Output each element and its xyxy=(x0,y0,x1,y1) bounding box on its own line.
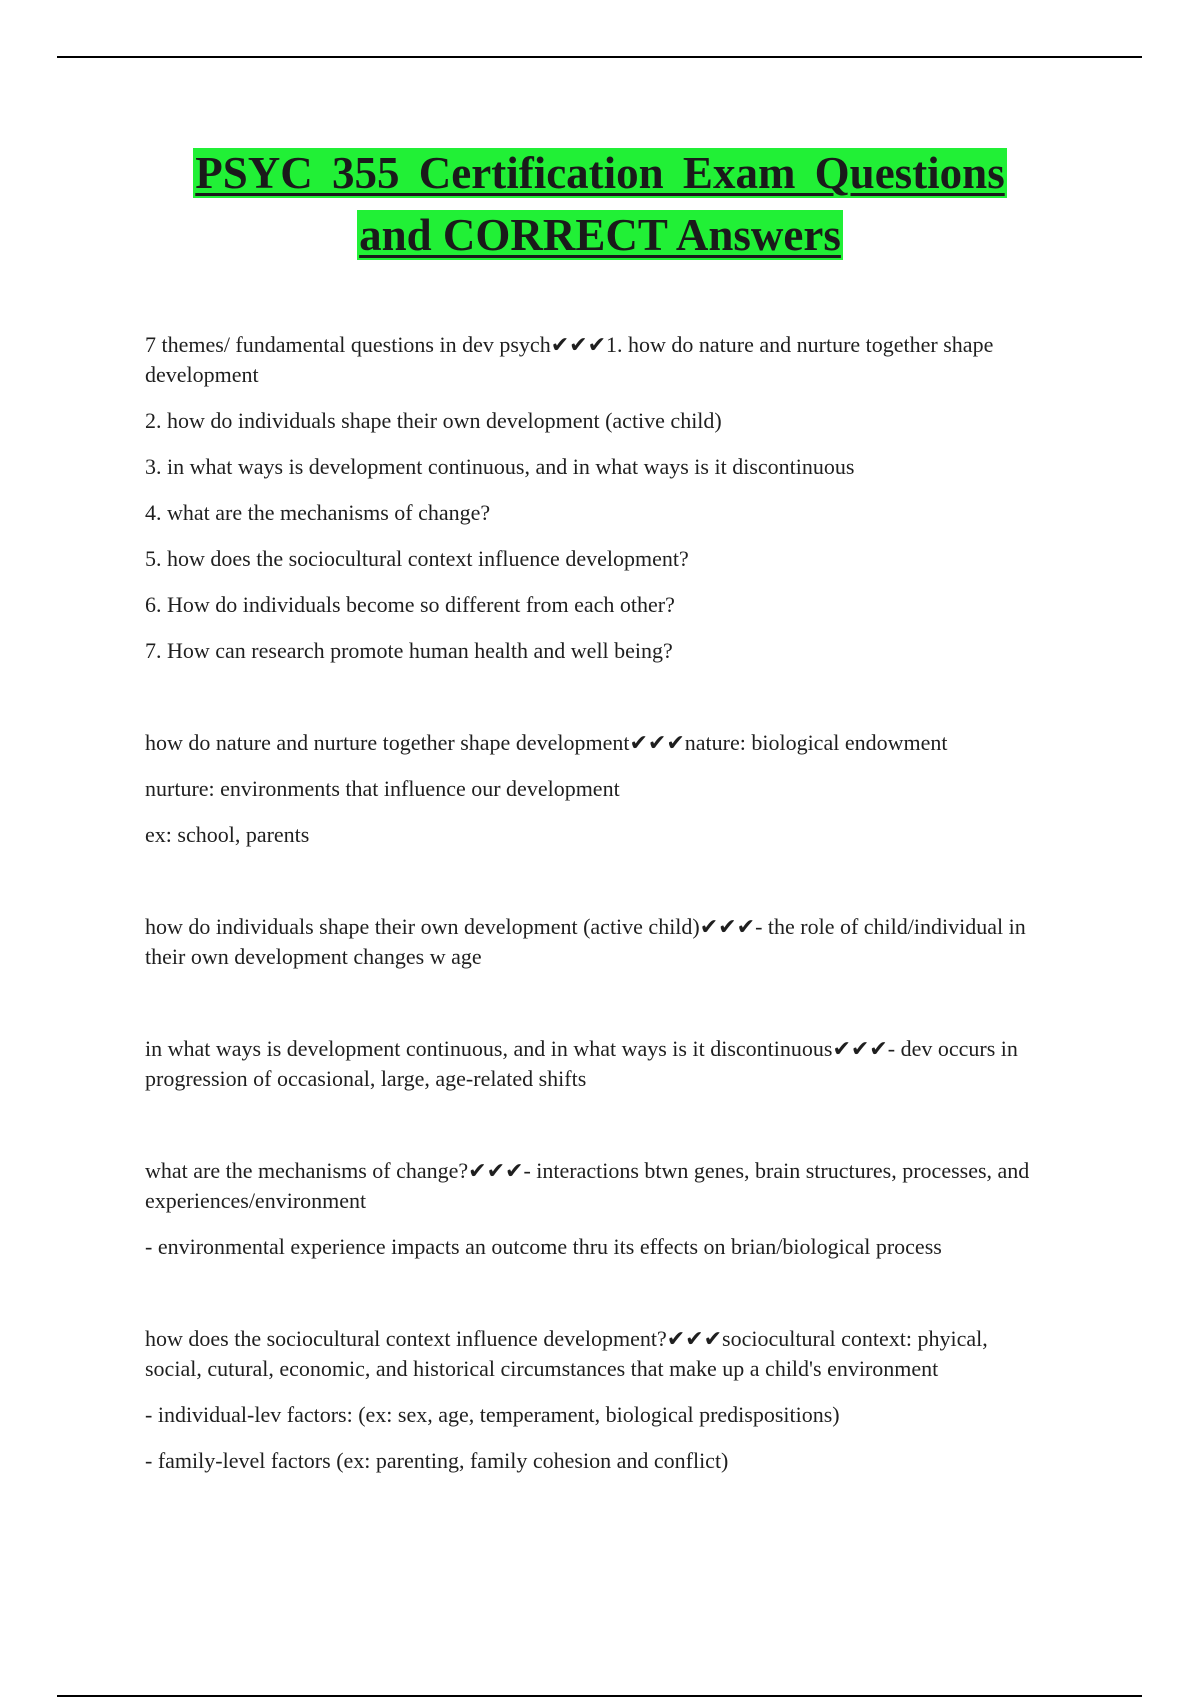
top-rule xyxy=(57,56,1142,58)
card-answer: 1. how do nature and nurture together shape development xyxy=(145,332,994,387)
card-answer-line: 6. How do individuals become so different from each other? xyxy=(145,592,675,617)
card-answer: - the role of child/individual in their own development changes w age xyxy=(145,914,1026,969)
document-title xyxy=(0,142,1200,266)
card-first-line xyxy=(145,1034,1045,1094)
check-marks-icon: ✔✔✔ xyxy=(550,332,607,357)
card-question: 7 themes/ fundamental questions in dev psych xyxy=(145,332,551,357)
card-first-line xyxy=(145,912,1045,972)
card-answer-line: - family-level factors (ex: parenting, family cohesion and conflict) xyxy=(145,1448,729,1473)
card-question: what are the mechanisms of change? xyxy=(145,1158,469,1183)
flashcard xyxy=(145,1156,1045,1262)
card-answer: nature: biological endowment xyxy=(684,730,948,755)
card-first-line xyxy=(145,728,1045,758)
card-first-line xyxy=(145,1156,1045,1216)
flashcard xyxy=(145,1034,1045,1094)
card-answer-line: - environmental experience impacts an outcome thru its effects on brian/biological process xyxy=(145,1234,942,1259)
card-question: how do individuals shape their own development (active child) xyxy=(145,914,700,939)
card-question: how does the sociocultural context influence development? xyxy=(145,1326,667,1351)
card-question: how do nature and nurture together shape development xyxy=(145,730,630,755)
card-answer-line: nurture: environments that influence our development xyxy=(145,776,620,801)
title-line-2: and CORRECT Answers xyxy=(359,210,841,260)
flashcard xyxy=(145,912,1045,972)
card-answer-line: 4. what are the mechanisms of change? xyxy=(145,500,491,525)
flashcard-list xyxy=(145,330,1045,1538)
flashcard xyxy=(145,728,1045,850)
card-first-line xyxy=(145,330,1045,390)
card-answer: - dev occurs in progression of occasional, large, age-related shifts xyxy=(145,1036,1018,1091)
bottom-rule xyxy=(57,1695,1142,1697)
check-marks-icon: ✔✔✔ xyxy=(832,1036,888,1061)
flashcard xyxy=(145,330,1045,666)
card-answer-line: 3. in what ways is development continuous, and in what ways is it discontinuous xyxy=(145,454,855,479)
card-answer-line: 2. how do individuals shape their own development (active child) xyxy=(145,408,722,433)
card-answer-line: ex: school, parents xyxy=(145,822,310,847)
card-first-line xyxy=(145,1324,1045,1384)
card-answer: sociocultural context: phyical, social, cutural, economic, and historical circumstances that make up a child's environment xyxy=(145,1326,988,1381)
check-marks-icon: ✔✔✔ xyxy=(699,914,756,939)
card-question: in what ways is development continuous, and in what ways is it discontinuous xyxy=(145,1036,833,1061)
flashcard xyxy=(145,1324,1045,1476)
title-line-1: PSYC 355 Certification Exam Questions xyxy=(195,148,1005,198)
card-answer-line: 7. How can research promote human health and well being? xyxy=(145,638,673,663)
card-answer-line: - individual-lev factors: (ex: sex, age, temperament, biological predispositions) xyxy=(145,1402,840,1427)
check-marks-icon: ✔✔✔ xyxy=(468,1158,524,1183)
check-marks-icon: ✔✔✔ xyxy=(666,1326,723,1351)
card-answer: - interactions btwn genes, brain structures, processes, and experiences/environment xyxy=(145,1158,1030,1213)
check-marks-icon: ✔✔✔ xyxy=(629,730,685,755)
card-answer-line: 5. how does the sociocultural context influence development? xyxy=(145,546,689,571)
